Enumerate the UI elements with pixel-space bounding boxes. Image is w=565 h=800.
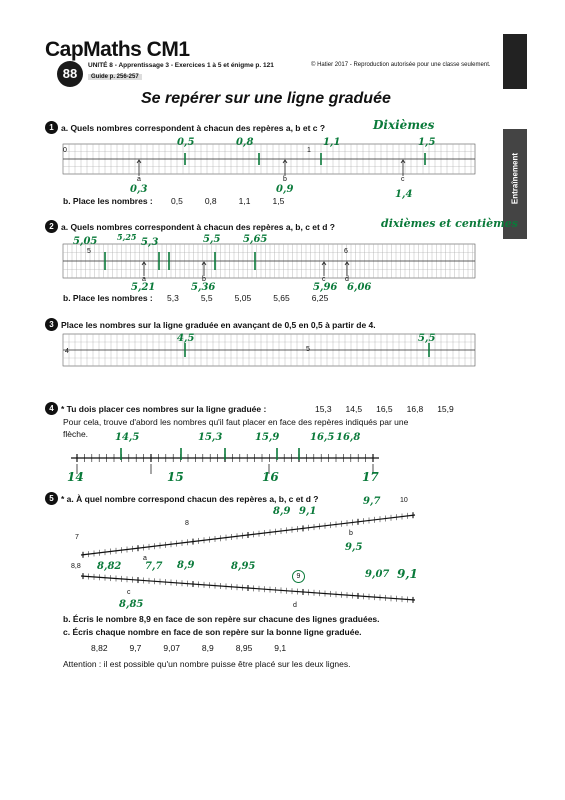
ex5-numbers xyxy=(91,643,308,653)
ex4-number: 16,5 xyxy=(376,404,393,414)
ex2-hw-above-3: 5,3 xyxy=(141,237,159,248)
ex5-line1-hw-4: 9,5 xyxy=(345,542,363,553)
ruler-ex3 xyxy=(63,334,475,366)
ex2-hw-below-a: 5,21 xyxy=(131,282,156,293)
ex4-line2: Pour cela, trouve d'abord les nombres qu'il faut placer en face des repères indiqués par une xyxy=(63,417,409,427)
ex1-hw-above-3: 1,1 xyxy=(323,137,341,148)
ex5-line2-hw-5: 9,07 xyxy=(365,569,390,580)
ex2-marker-a: a xyxy=(142,276,146,283)
ex5-number: 8,95 xyxy=(235,643,253,653)
ex1-hw-above-4: 1,5 xyxy=(418,137,436,148)
ex4-star: * xyxy=(61,404,67,414)
ex4-hw-below-4: 17 xyxy=(362,470,379,484)
ex5-line2-hw-3: 8,9 xyxy=(177,560,195,571)
exercise-5-question-b: b. Écris le nombre 8,9 en face de son repère sur chacune des lignes graduées. xyxy=(63,614,380,624)
page-badge: 88 xyxy=(57,61,83,87)
unit-line: UNITÉ 8 - Apprentissage 3 - Exercices 1 à 5 et énigme p. 121 xyxy=(88,62,274,69)
exercise-3-question: Place les nombres sur la ligne graduée en avançant de 0,5 en 0,5 à partir de 4. xyxy=(61,320,376,330)
page-title: Se repérer sur une ligne graduée xyxy=(141,90,391,107)
ex5-line1-label-7: 7 xyxy=(75,534,79,541)
ex4-hw-above-2: 15,3 xyxy=(198,432,223,443)
ex2-hw-above-5: 5,65 xyxy=(243,234,268,245)
ex2-marker-c: c xyxy=(322,276,326,283)
ex4-number: 15,9 xyxy=(437,404,454,414)
worksheet xyxy=(33,34,527,684)
ex2-hw-above-2: 5,25 xyxy=(117,232,137,242)
ex1-marker-a: a xyxy=(137,176,141,183)
exercise-2-number: 2 xyxy=(45,220,58,233)
ex5-number: 9,1 xyxy=(274,643,287,653)
ex5-star: * xyxy=(61,494,67,504)
ex5-note: Attention : il est possible qu'un nombre puisse être placé sur les deux lignes. xyxy=(63,659,351,669)
ex4-hw-above-1: 14,5 xyxy=(115,432,140,443)
ex2-number: 5,3 xyxy=(167,293,179,303)
exercise-2-question-b: b. Place les nombres : xyxy=(63,293,153,303)
ex4-number: 14,5 xyxy=(345,404,363,414)
ex2-number: 5,5 xyxy=(200,293,213,303)
exercise-4-question xyxy=(61,404,266,414)
ex2-hw-above-4: 5,5 xyxy=(203,234,221,245)
ex2-hw-above-1: 5,05 xyxy=(73,236,98,247)
ex1-label-1: 1 xyxy=(307,147,311,154)
ex5-line1-hw-2: 9,1 xyxy=(299,506,317,517)
exercise-1-question-a: a. Quels nombres correspondent à chacun des repères a, b et c ? xyxy=(61,123,326,133)
exercise-5-question-a xyxy=(61,494,318,504)
ex2-hw-below-c: 5,96 xyxy=(313,282,338,293)
ex5-marker-a: a xyxy=(143,555,147,562)
ex5-line2-label-9: 9 xyxy=(292,570,305,583)
ex1-handwritten-note: Dixièmes xyxy=(373,118,435,132)
ex5-line2-hw-6: 9,1 xyxy=(397,567,418,581)
line-ex4 xyxy=(71,448,379,474)
ex4-number: 16,8 xyxy=(406,404,424,414)
ex3-hw-above-1: 4,5 xyxy=(177,333,195,344)
exercise-1-question-b: b. Place les nombres : xyxy=(63,196,153,206)
ex1-marker-b: b xyxy=(283,176,287,183)
ex2-number: 5,65 xyxy=(273,293,290,303)
ex2-marker-d: d xyxy=(345,276,349,283)
ex5-marker-d: d xyxy=(293,602,297,609)
ex5-line2-label-8-8: 8,8 xyxy=(71,563,81,570)
copyright: © Hatier 2017 - Reproduction autorisée pour une classe seulement. xyxy=(311,62,491,68)
ex5-line1-hw-3: 9,7 xyxy=(363,496,381,507)
side-tab-label: Entraînement xyxy=(510,152,520,205)
ex2-handwritten-note: dixièmes et centièmes xyxy=(381,217,518,230)
ruler-ex2 xyxy=(63,244,475,278)
ex5-line2-hw-2: 7,7 xyxy=(145,561,163,572)
ex1-hw-above-2: 0,8 xyxy=(236,137,254,148)
ex5-number: 9,7 xyxy=(129,643,142,653)
ex4-hw-above-4: 16,5 xyxy=(310,432,335,443)
ex2-label-6: 6 xyxy=(344,248,348,255)
ex4-line3: flèche. xyxy=(63,429,89,439)
ex5-number: 8,82 xyxy=(91,643,108,653)
ex1-marker-c: c xyxy=(401,176,405,183)
line-ex5-top xyxy=(81,512,415,558)
ex1-hw-above-1: 0,5 xyxy=(177,137,195,148)
ex4-number: 15,3 xyxy=(315,404,332,414)
ex5-line1-label-10: 10 xyxy=(400,497,408,504)
ex2-numbers xyxy=(167,293,350,303)
ex1-hw-below-b: 0,9 xyxy=(276,184,294,195)
ex3-label-5: 5 xyxy=(306,346,310,353)
ex2-label-5: 5 xyxy=(87,248,91,255)
ex4-hw-below-2: 15 xyxy=(167,470,184,484)
ex1-number: 1,1 xyxy=(238,196,251,206)
ex4-hw-below-3: 16 xyxy=(262,470,279,484)
ex2-hw-below-d: 6,06 xyxy=(347,282,372,293)
ex5-line2-hw-1: 8,82 xyxy=(97,561,122,572)
ex4-question-text: Tu dois placer ces nombres sur la ligne graduée : xyxy=(66,404,267,414)
ex1-label-0: 0 xyxy=(63,147,67,154)
ex2-number: 6,25 xyxy=(311,293,329,303)
exercise-1-number: 1 xyxy=(45,121,58,134)
exercise-5-number: 5 xyxy=(45,492,58,505)
ex4-hw-above-5: 16,8 xyxy=(336,432,361,443)
ex2-hw-below-b: 5,36 xyxy=(191,282,216,293)
ex1-number: 0,5 xyxy=(171,196,183,206)
ex5-number: 8,9 xyxy=(201,643,214,653)
ex1-number: 0,8 xyxy=(204,196,217,206)
ex5-line1-label-8: 8 xyxy=(185,520,189,527)
ex1-number: 1,5 xyxy=(272,196,285,206)
ex5-number: 9,07 xyxy=(163,643,180,653)
ex1-hw-below-a: 0,3 xyxy=(130,184,148,195)
ex3-label-4: 4 xyxy=(65,348,69,355)
exercise-5-question-c: c. Écris chaque nombre en face de son repère sur la bonne ligne graduée. xyxy=(63,627,362,637)
exercise-2-question-a: a. Quels nombres correspondent à chacun des repères a, b, c et d ? xyxy=(61,222,335,232)
exercise-3-number: 3 xyxy=(45,318,58,331)
exercise-4-number: 4 xyxy=(45,402,58,415)
ex4-numbers xyxy=(315,404,476,414)
ex1-hw-below-c: 1,4 xyxy=(395,189,413,200)
ex5-line2-hw-4: 8,95 xyxy=(231,561,256,572)
ex2-marker-b: b xyxy=(202,276,206,283)
ex5-question-text: a. À quel nombre correspond chacun des repères a, b, c et d ? xyxy=(66,494,319,504)
ex5-marker-c: c xyxy=(127,589,131,596)
brand-logo: CapMaths CM1 xyxy=(45,38,190,61)
ex1-numbers xyxy=(171,196,306,206)
ex5-line2-hw-7: 8,85 xyxy=(119,599,144,610)
ex2-number: 5,05 xyxy=(234,293,252,303)
ex5-line1-hw-1: 8,9 xyxy=(273,506,291,517)
ex4-hw-below-1: 14 xyxy=(67,470,84,484)
ex4-hw-above-3: 15,9 xyxy=(255,432,280,443)
guide-ref: Guide p. 256-257 xyxy=(88,74,142,80)
ex3-hw-above-2: 5,5 xyxy=(418,333,436,344)
ex5-marker-b: b xyxy=(349,530,353,537)
ruler-ex1 xyxy=(63,144,475,176)
